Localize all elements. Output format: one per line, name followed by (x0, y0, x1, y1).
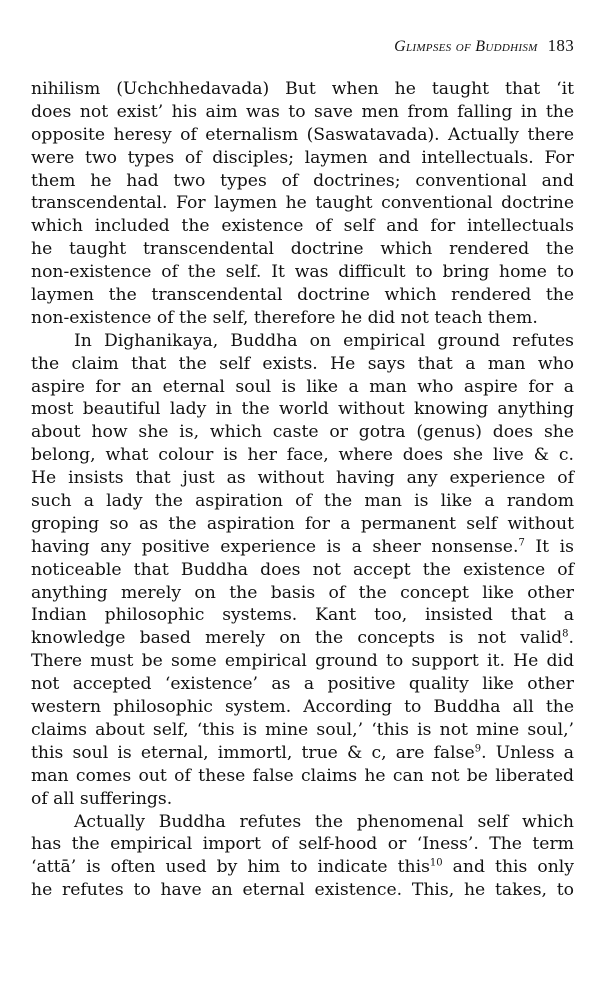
text-line: of all sufferings. (31, 788, 173, 809)
text-line: anything merely on the basis of the concept like other (31, 582, 574, 603)
text-line: claims about self, ‘this is mine soul,’ ‘this is not mine soul,’ (31, 719, 574, 740)
text-segment: It is (524, 536, 574, 557)
text-line: Indian philosophic systems. Kant too, insisted that a (31, 605, 574, 626)
text-line (31, 742, 574, 765)
text-line: In Dighanikaya, Buddha on empirical ground refutes (74, 330, 574, 351)
body-text (31, 78, 574, 902)
running-head (394, 36, 574, 56)
text-line: he refutes to have an eternal existence. This, he takes, to (31, 880, 574, 901)
text-segment: . (568, 628, 574, 649)
text-line: most beautiful lady in the world without knowing anything (31, 399, 574, 420)
page-number: 183 (547, 36, 574, 55)
text-line (31, 536, 574, 559)
footnote-ref-7: 7 (518, 537, 525, 549)
text-line: noticeable that Buddha does not accept the existence of (31, 559, 574, 580)
text-line: western philosophic system. According to Buddha all the (31, 697, 574, 718)
text-line (31, 627, 574, 650)
text-line: There must be some empirical ground to support it. He did (31, 651, 574, 672)
text-line (31, 856, 574, 879)
text-segment: . Unless a (481, 742, 574, 763)
text-line: opposite heresy of eternalism (Saswatavada). Actually there (31, 124, 574, 145)
text-line: about how she is, which caste or gotra (genus) does she (31, 422, 574, 443)
text-line: such a lady the aspiration of the man is like a random (31, 491, 574, 512)
text-line: were two types of disciples; laymen and intellectuals. For (31, 147, 574, 168)
text-line: aspire for an eternal soul is like a man who aspire for a (31, 376, 574, 397)
footnote-ref-9: 9 (474, 743, 482, 755)
text-segment: this soul is eternal, immortl, true & c, are false (31, 742, 475, 763)
text-line: which included the existence of self and for intellectuals (31, 216, 574, 237)
text-line: the claim that the self exists. He says that a man who (31, 353, 574, 374)
text-line: does not exist’ his aim was to save men from falling in the (31, 101, 574, 122)
text-segment: and this only (442, 857, 574, 878)
text-line: belong, what colour is her face, where does she live & c. (31, 445, 574, 466)
text-line: transcendental. For laymen he taught conventional doctrine (31, 193, 574, 214)
text-segment: knowledge based merely on the concepts is not valid (31, 628, 563, 649)
text-line: He insists that just as without having any experience of (31, 468, 574, 489)
text-line: not accepted ‘existence’ as a positive quality like other (31, 674, 574, 695)
footnote-ref-10: 10 (429, 857, 443, 869)
text-line: them he had two types of doctrines; conventional and (31, 170, 574, 191)
text-segment: having any positive experience is a sheer nonsense. (31, 536, 519, 557)
running-title: Glimpses of Buddhism (394, 38, 538, 55)
text-line: man comes out of these false claims he can not be liberated (31, 765, 574, 786)
text-line: Actually Buddha refutes the phenomenal self which (74, 811, 574, 832)
text-line: non-existence of the self, therefore he did not teach them. (31, 307, 538, 328)
text-line: non-existence of the self. It was difficult to bring home to (31, 262, 574, 283)
text-line: groping so as the aspiration for a permanent self without (31, 513, 574, 534)
text-segment: ‘attā’ is often used by him to indicate this (31, 857, 430, 878)
text-line: has the empirical import of self-hood or ‘Iness’. The term (31, 834, 574, 855)
footnote-ref-8: 8 (562, 628, 569, 640)
text-line: he taught transcendental doctrine which rendered the (31, 239, 574, 260)
text-line: laymen the transcendental doctrine which rendered the (31, 285, 574, 306)
text-line: nihilism (Uchchhedavada) But when he taught that ‘it (31, 79, 574, 99)
